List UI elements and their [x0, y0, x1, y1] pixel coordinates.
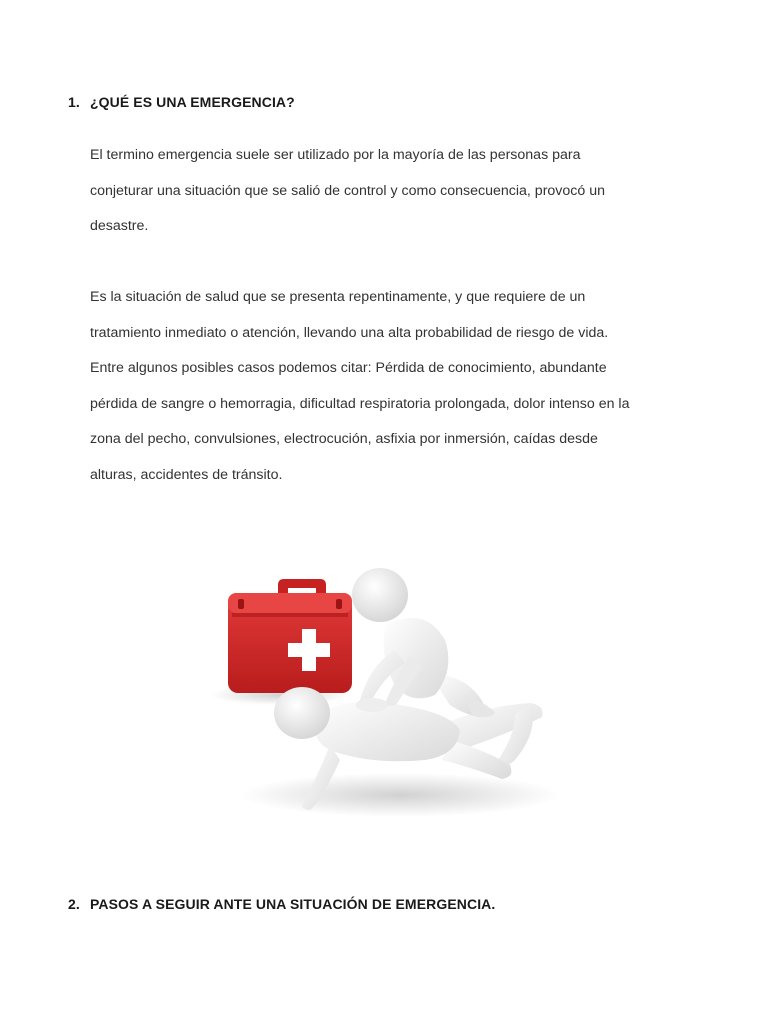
section-2-heading — [68, 896, 495, 912]
section-1-title: ¿QUÉ ES UNA EMERGENCIA? — [90, 94, 295, 110]
section-1-number: 1. — [68, 94, 80, 110]
paragraph-line: Es la situación de salud que se presenta repentinamente, y que requiere de un — [90, 289, 586, 305]
paragraph-line: alturas, accidentes de tránsito. — [90, 466, 283, 483]
paragraph-line: conjeturar una situación que se salió de control y como consecuencia, provocó un — [90, 182, 605, 199]
paragraph-line: tratamiento inmediato o atención, llevando una alta probabilidad de riesgo de vida. — [90, 324, 609, 341]
section-1-heading — [68, 94, 295, 110]
first-aid-cpr-illustration — [210, 555, 560, 825]
section-1-paragraph-1 — [90, 138, 680, 245]
section-1-paragraph-2 — [90, 280, 680, 494]
paragraph-line: El termino emergencia suele ser utilizado por la mayoría de las personas para — [90, 147, 581, 163]
rescuer-figure — [352, 568, 495, 717]
paragraph-line: pérdida de sangre o hemorragia, dificultad respiratoria prolongada, dolor intenso en la — [90, 395, 630, 412]
paragraph-line: Entre algunos posibles casos podemos citar: Pérdida de conocimiento, abundante — [90, 360, 607, 377]
section-2-number: 2. — [68, 896, 80, 912]
section-2-title: PASOS A SEGUIR ANTE UNA SITUACIÓN DE EMERGENCIA. — [90, 896, 496, 912]
first-aid-kit-icon — [228, 579, 352, 693]
paragraph-line: zona del pecho, convulsiones, electrocución, asfixia por inmersión, caídas desde — [90, 431, 598, 448]
paragraph-line: desastre. — [90, 218, 149, 235]
